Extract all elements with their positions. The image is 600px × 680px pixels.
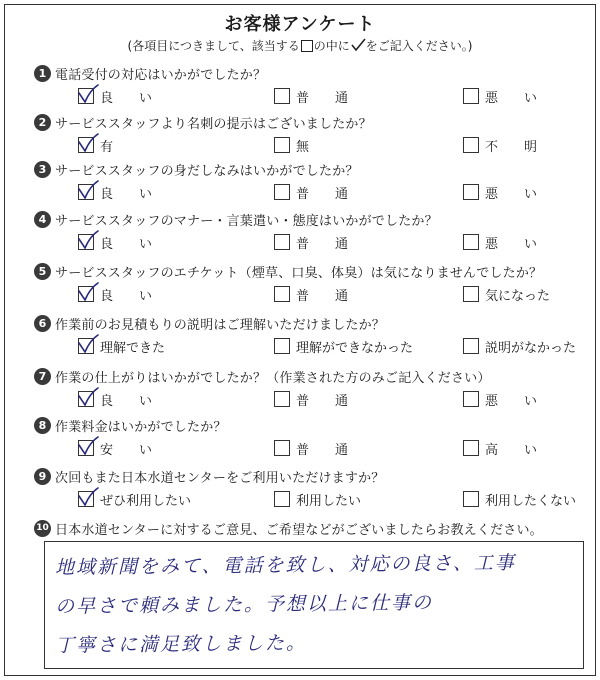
answer-label: 理解ができなかった: [296, 340, 414, 356]
answer-checkbox[interactable]: [463, 391, 479, 407]
answer-label: 普 通: [296, 186, 349, 202]
answer-checkbox[interactable]: [78, 491, 94, 507]
answer-checkbox[interactable]: [463, 137, 479, 153]
answer-option[interactable]: [274, 284, 348, 304]
answer-checkbox[interactable]: [274, 440, 290, 456]
question-text: サービススタッフのマナー・言葉遣い・態度はいかがでしたか？: [55, 213, 438, 229]
question-number-badge: 2: [34, 114, 51, 131]
answer-checkbox[interactable]: [463, 440, 479, 456]
question-number-badge: 5: [34, 263, 51, 280]
answer-checkbox[interactable]: [463, 286, 479, 302]
instruction-after: をご記入ください。): [365, 39, 473, 53]
answer-option[interactable]: [274, 389, 348, 409]
answer-option[interactable]: [78, 135, 113, 155]
answer-label: 良 い: [100, 288, 153, 304]
answer-checkbox[interactable]: [463, 184, 479, 200]
answer-label: 悪 い: [485, 186, 538, 202]
answer-label: 普 通: [296, 393, 349, 409]
answer-option[interactable]: [463, 489, 576, 509]
answer-option[interactable]: [78, 232, 152, 252]
answer-label: 無: [296, 139, 310, 155]
answer-option[interactable]: [274, 438, 348, 458]
question-text: サービススタッフのエチケット（煙草、口臭、体臭）は気になりませんでしたか？: [55, 265, 543, 281]
answer-label: 悪 い: [485, 90, 538, 106]
answer-option[interactable]: [274, 336, 413, 356]
answer-checkbox[interactable]: [463, 338, 479, 354]
answer-option[interactable]: [463, 389, 537, 409]
answer-option[interactable]: [78, 438, 152, 458]
answer-option[interactable]: [463, 336, 576, 356]
question-text: 電話受付の対応はいかがでしたか？: [55, 67, 267, 83]
question-number-badge: 8: [34, 417, 51, 434]
question-text: 日本水道センターに対するご意見、ご希望などがございましたらお教えください。: [55, 522, 543, 538]
answer-label: 説明がなかった: [485, 340, 577, 356]
answer-option[interactable]: [78, 389, 152, 409]
answer-checkbox[interactable]: [463, 234, 479, 250]
question-9: [36, 467, 596, 517]
answer-label: 高 い: [485, 442, 538, 458]
answer-option[interactable]: [463, 86, 537, 106]
answer-option[interactable]: [78, 284, 152, 304]
question-text: 作業前のお見積もりの説明はご理解いただけましたか？: [55, 317, 386, 333]
question-8: [36, 416, 596, 466]
handwritten-check-icon: [76, 486, 100, 508]
question-number-badge: 10: [34, 520, 51, 537]
question-7: [36, 367, 596, 417]
answer-label: 普 通: [296, 288, 349, 304]
instruction-before: (各項目につきまして、該当する: [127, 39, 300, 53]
answer-label: 有: [100, 139, 114, 155]
answer-label: 悪 い: [485, 393, 538, 409]
comment-line-1: 地域新聞をみて、電話を致し、対応の良さ、工事: [54, 551, 516, 579]
question-text: 作業の仕上がりはいかがでしたか？（作業された方のみご記入ください）: [55, 370, 491, 386]
answer-checkbox[interactable]: [274, 184, 290, 200]
survey-instruction: [0, 37, 600, 54]
checkbox-sample-icon: [301, 40, 313, 52]
handwritten-check-icon: [76, 83, 100, 105]
question-number-badge: 6: [34, 315, 51, 332]
comment-box[interactable]: [44, 541, 584, 669]
handwritten-check-icon: [76, 333, 100, 355]
answer-checkbox[interactable]: [274, 137, 290, 153]
question-number-badge: 3: [34, 161, 51, 178]
question-text: 作業料金はいかがでしたか？: [55, 419, 227, 435]
answer-label: 良 い: [100, 186, 153, 202]
answer-option[interactable]: [463, 232, 537, 252]
answer-option[interactable]: [78, 489, 191, 509]
answer-checkbox[interactable]: [78, 234, 94, 250]
question-number-badge: 7: [34, 368, 51, 385]
checkmark-sample-icon: [350, 38, 366, 52]
answer-checkbox[interactable]: [274, 88, 290, 104]
answer-label: 普 通: [296, 90, 349, 106]
answer-option[interactable]: [274, 232, 348, 252]
answer-checkbox[interactable]: [78, 137, 94, 153]
answer-label: 普 通: [296, 236, 349, 252]
answer-label: 利用したくない: [485, 493, 577, 509]
answer-option[interactable]: [78, 336, 165, 356]
answer-checkbox[interactable]: [78, 391, 94, 407]
answer-label: 利用したい: [296, 493, 362, 509]
answer-checkbox[interactable]: [274, 338, 290, 354]
answer-checkbox[interactable]: [78, 440, 94, 456]
answer-checkbox[interactable]: [274, 286, 290, 302]
comment-line-2: の早さで頼みました。予想以上に仕事の: [54, 591, 434, 618]
answer-option[interactable]: [274, 182, 348, 202]
survey-title: お客様アンケート: [224, 14, 376, 35]
question-4: [36, 210, 596, 260]
answer-option[interactable]: [463, 284, 550, 304]
answer-label: 普 通: [296, 442, 349, 458]
answer-label: 悪 い: [485, 236, 538, 252]
comment-line-3: 丁寧さに満足致しました。: [54, 632, 308, 657]
handwritten-check-icon: [76, 386, 100, 408]
handwritten-check-icon: [76, 229, 100, 251]
question-5: [36, 262, 596, 312]
answer-label: 気になった: [485, 288, 551, 304]
question-2: [36, 113, 596, 163]
question-text: サービススタッフより名刺の提示はございましたか？: [55, 116, 372, 132]
handwritten-check-icon: [76, 281, 100, 303]
question-6: [36, 314, 596, 364]
answer-label: 良 い: [100, 90, 153, 106]
answer-checkbox[interactable]: [463, 491, 479, 507]
answer-checkbox[interactable]: [274, 491, 290, 507]
answer-option[interactable]: [78, 182, 152, 202]
answer-label: 不 明: [485, 139, 538, 155]
answer-checkbox[interactable]: [78, 88, 94, 104]
answer-checkbox[interactable]: [274, 234, 290, 250]
answer-option[interactable]: [274, 489, 361, 509]
answer-label: 良 い: [100, 393, 153, 409]
question-1: [36, 64, 596, 114]
answer-option[interactable]: [463, 182, 537, 202]
answer-option[interactable]: [78, 86, 152, 106]
answer-label: 良 い: [100, 236, 153, 252]
answer-label: ぜひ利用したい: [100, 493, 192, 509]
answer-checkbox[interactable]: [78, 338, 94, 354]
question-number-badge: 4: [34, 211, 51, 228]
answer-checkbox[interactable]: [463, 88, 479, 104]
answer-option[interactable]: [274, 86, 348, 106]
question-text: 次回もまた日本水道センターをご利用いただけますか？: [55, 470, 385, 486]
answer-checkbox[interactable]: [78, 184, 94, 200]
answer-checkbox[interactable]: [274, 391, 290, 407]
answer-label: 理解できた: [100, 340, 166, 356]
instruction-middle: の中に: [313, 39, 350, 53]
answer-option[interactable]: [274, 135, 309, 155]
answer-option[interactable]: [463, 438, 537, 458]
handwritten-check-icon: [76, 132, 100, 154]
question-text: サービススタッフの身だしなみはいかがでしたか？: [55, 163, 359, 179]
handwritten-check-icon: [76, 179, 100, 201]
handwritten-check-icon: [76, 435, 100, 457]
question-3: [36, 160, 596, 210]
answer-label: 安 い: [100, 442, 153, 458]
answer-checkbox[interactable]: [78, 286, 94, 302]
question-number-badge: 9: [34, 468, 51, 485]
question-number-badge: 1: [34, 65, 51, 82]
answer-option[interactable]: [463, 135, 537, 155]
